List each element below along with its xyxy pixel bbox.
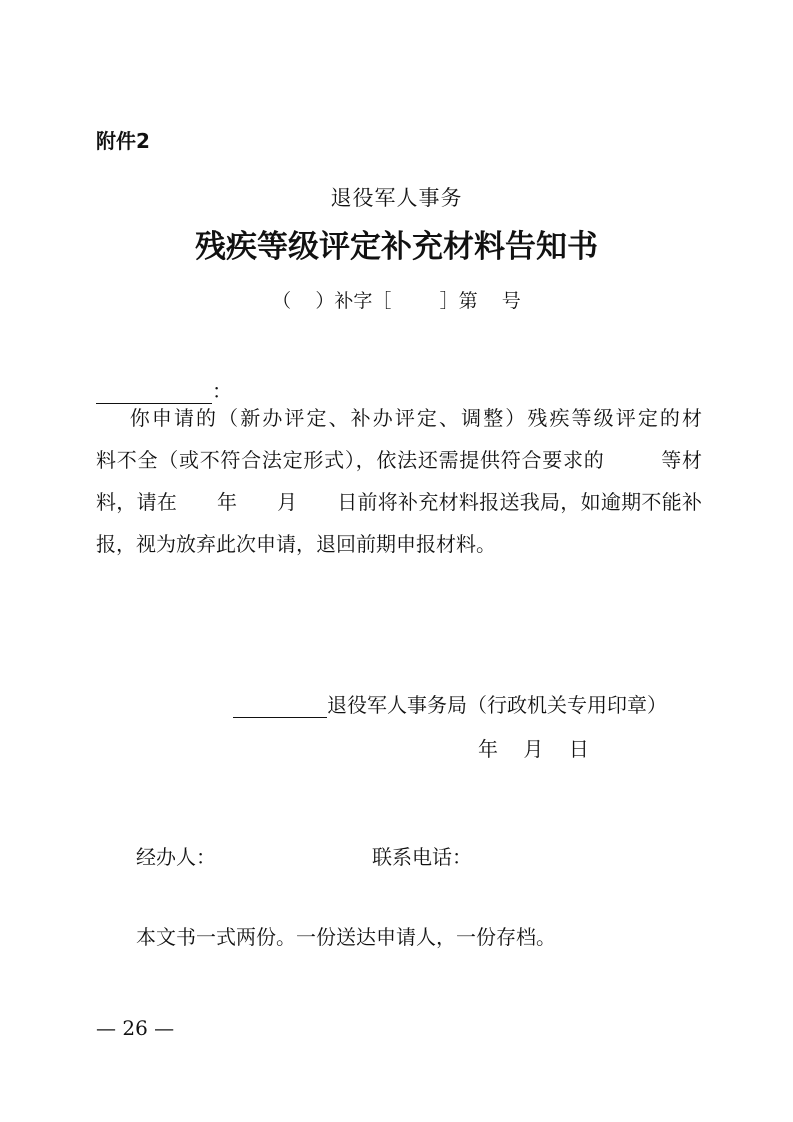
page-number: — 26 — — [96, 1016, 175, 1040]
handler-label: 经办人： — [136, 845, 216, 869]
signature-bureau — [233, 692, 667, 718]
recipient-line — [96, 378, 232, 404]
body-line-1: 你申请的（新办评定、补办评定、调整）残疾等级评定的材 — [96, 406, 702, 430]
body-paragraph — [96, 408, 702, 576]
signature-date: 年 月 日 — [478, 737, 589, 761]
attachment-label: 附件2 — [96, 129, 150, 153]
organization-title: 退役军人事务 — [330, 186, 463, 210]
bureau-blank — [233, 697, 327, 718]
phone-label: 联系电话： — [372, 845, 472, 869]
recipient-colon: ： — [212, 379, 232, 403]
document-number: （ ）补字［ ］第 号 — [272, 290, 521, 312]
document-title: 残疾等级评定补充材料告知书 — [195, 229, 598, 265]
body-line-2: 料不全（或不符合法定形式），依法还需提供符合要求的 等材 — [96, 448, 702, 472]
copies-note: 本文书一式两份。一份送达申请人，一份存档。 — [136, 925, 556, 949]
body-line-4: 报，视为放弃此次申请，退回前期申报材料。 — [96, 532, 496, 556]
recipient-blank — [96, 383, 212, 404]
body-line-3: 料，请在 年 月 日前将补充材料报送我局，如逾期不能补 — [96, 490, 702, 514]
bureau-name: 退役军人事务局（行政机关专用印章） — [327, 693, 667, 717]
